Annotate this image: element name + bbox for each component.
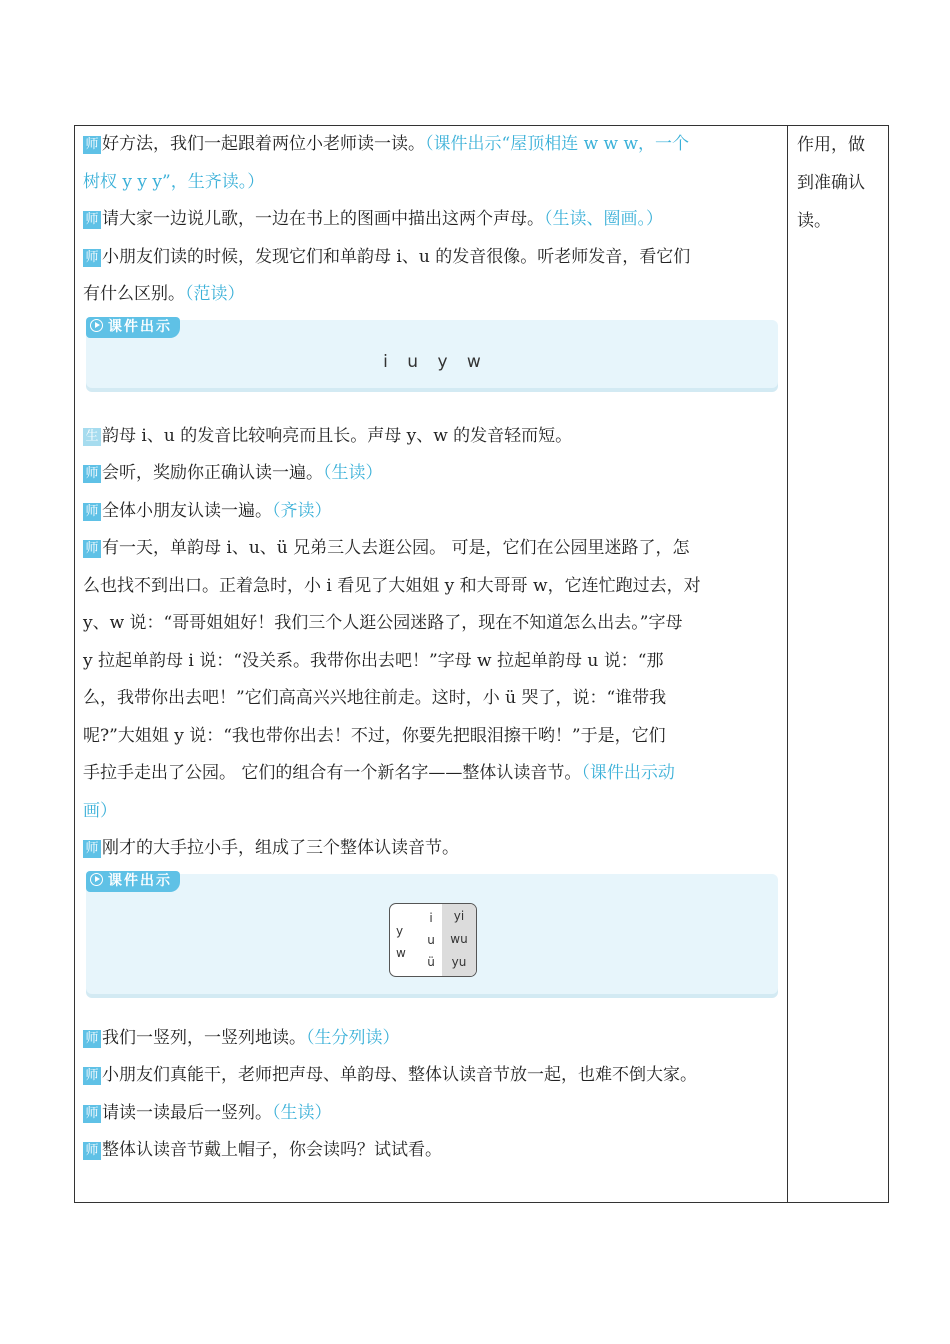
syllable-card (389, 903, 477, 977)
teacher-tag: 师 (83, 503, 101, 521)
line-14: 呢?”大姐姐 y 说：“我也带你出去！不过，你要先把眼泪擦干哟！”于是，它们 (83, 725, 666, 746)
line-13: 么，我带你出去吧！”它们高高兴兴地往前走。这时，小 ü 哭了，说：“谁带我 (83, 688, 667, 708)
line-17: 师 刚才的大手拉小手，组成了三个整体认读音节。 (83, 830, 781, 868)
design-note-column (797, 126, 877, 240)
line-21: 师 整体认读音节戴上帽子，你会读吗？试试看。 (83, 1132, 781, 1170)
courseware-box-syllables (86, 874, 778, 994)
teacher-tag: 师 (83, 136, 101, 154)
student-tag: 生 (83, 428, 101, 446)
line-4: 师 小朋友们读的时候，发现它们和单韵母 i、u 的发音很像。听老师发音，看它们 (83, 239, 781, 277)
letters-display: i u y w (383, 351, 481, 372)
line-11: y、w 说：“哥哥姐姐好！我们三个人逛公园迷路了，现在不知道怎么出去。”字母 (83, 613, 683, 633)
teacher-tag: 师 (83, 840, 101, 858)
line-9: 师 有一天，单韵母 i、u、ü 兄弟三人去逛公园。 可是，它们在公园里迷路了，怎 (83, 530, 781, 568)
line-19: 师 小朋友们真能干，老师把声母、单韵母、整体认读音节放一起，也难不倒大家。 (83, 1057, 781, 1095)
line-2: 树杈 y y y”，生齐读。） (83, 171, 265, 192)
line-6: 生 韵母 i、u 的发音比较响亮而且长。声母 y、w 的发音轻而短。 (83, 418, 781, 456)
line-20: 师 请读一读最后一竖列。（生读） (83, 1095, 781, 1133)
play-icon (90, 319, 103, 332)
line-3: 师 请大家一边说儿歌，一边在书上的图画中描出这两个声母。（生读、圈画。） (83, 201, 781, 239)
courseware-label: 课件出示 (86, 317, 180, 338)
courseware-box-letters (86, 320, 778, 388)
line-18: 师 我们一竖列，一竖列地读。（生分列读） (83, 1020, 781, 1058)
line-8: 师 全体小朋友认读一遍。（齐读） (83, 493, 781, 531)
line-5: 有什么区别。（范读） (83, 284, 245, 304)
teacher-tag: 师 (83, 249, 101, 267)
line-15: 手拉手走出了公园。 它们的组合有一个新名字——整体认读音节。（课件出示动 (83, 763, 675, 783)
note-line: 作用，做 (797, 135, 865, 155)
line-12: y 拉起单韵母 i 说：“没关系。我带你出去吧！”字母 w 拉起单韵母 u 说：“那 (83, 650, 664, 671)
line-10: 么也找不到出口。正着急时，小 i 看见了大姐姐 y 和大哥哥 w，它连忙跑过去，对 (83, 575, 701, 596)
column-divider (787, 126, 788, 1202)
teacher-tag: 师 (83, 465, 101, 483)
initials-column: y w (396, 923, 406, 960)
lesson-table (74, 125, 889, 1203)
line-1: 师 好方法，我们一起跟着两位小老师读一读。（课件出示“屋顶相连 w w w，一个 (83, 126, 781, 164)
teacher-tag: 师 (83, 1105, 101, 1123)
line-7: 师 会听，奖励你正确认读一遍。（生读） (83, 455, 781, 493)
teacher-tag: 师 (83, 1030, 101, 1048)
finals-column: i u ü (427, 910, 435, 969)
syllables-column: yi wu yu (442, 904, 476, 977)
teacher-tag: 师 (83, 1142, 101, 1160)
lesson-content (83, 126, 781, 1170)
courseware-label: 课件出示 (86, 871, 180, 892)
teacher-tag: 师 (83, 1067, 101, 1085)
teacher-tag: 师 (83, 540, 101, 558)
note-line: 读。 (797, 211, 831, 231)
note-line: 到准确认 (797, 173, 865, 193)
teacher-tag: 师 (83, 211, 101, 229)
line-16: 画） (83, 800, 117, 821)
